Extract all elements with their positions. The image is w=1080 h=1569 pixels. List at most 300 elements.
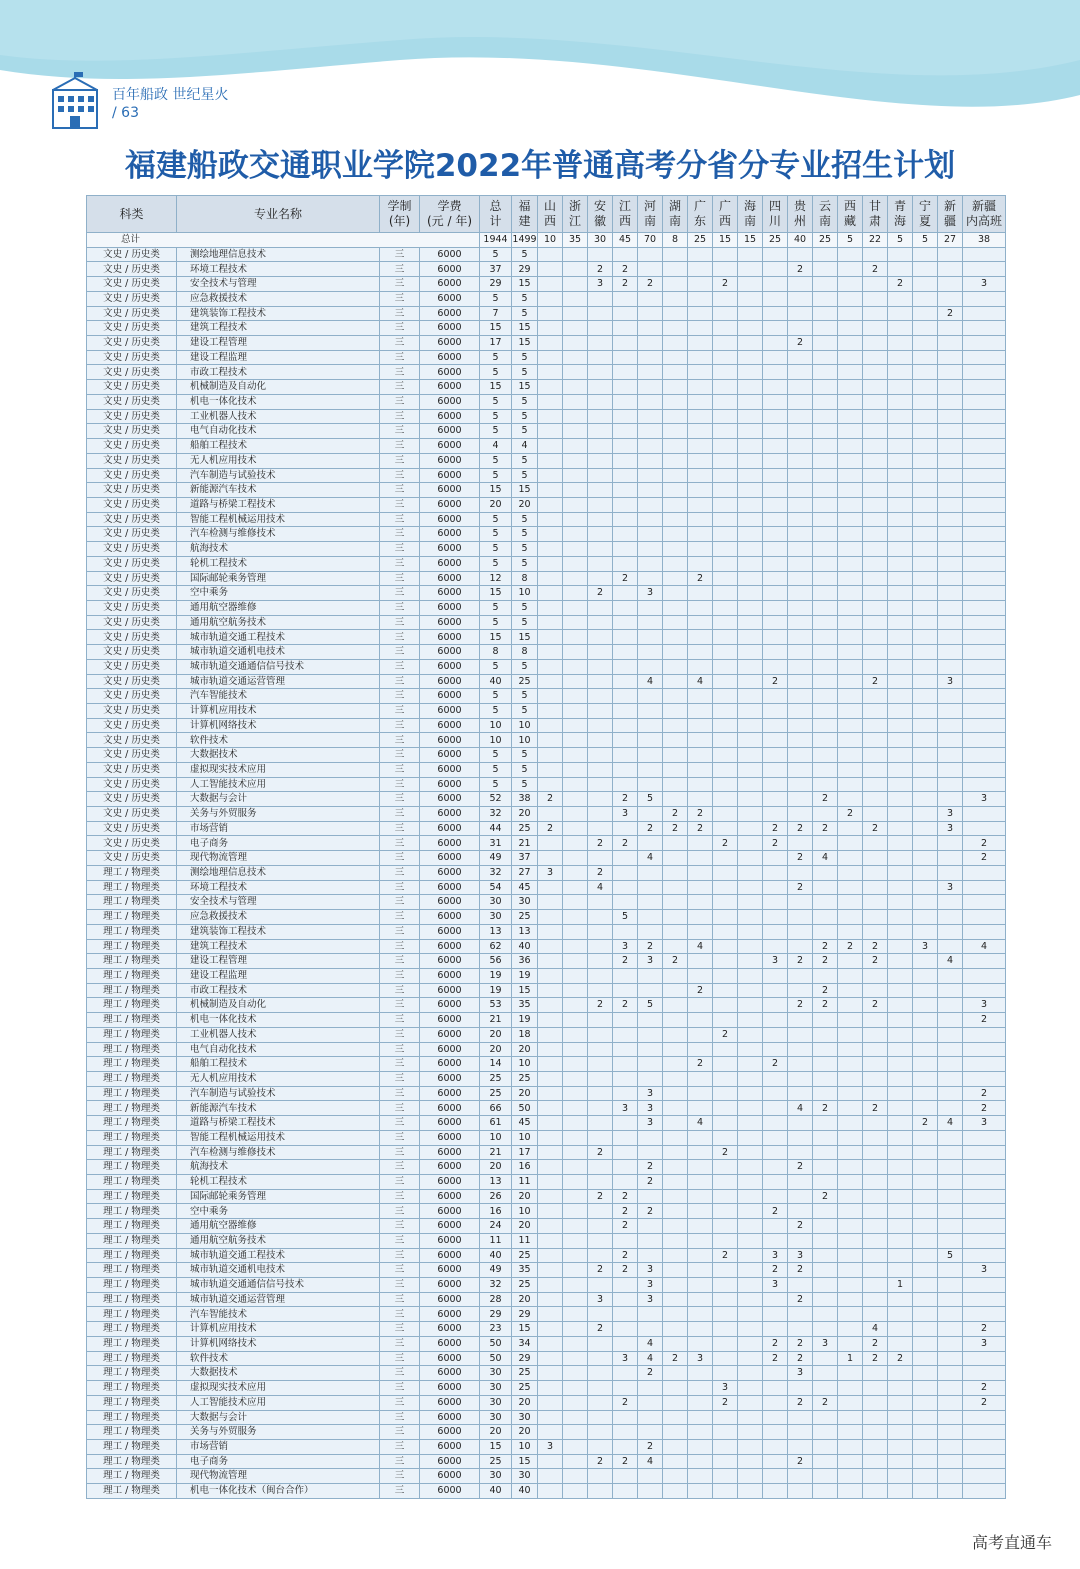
province-cell bbox=[738, 409, 763, 424]
province-cell bbox=[863, 659, 888, 674]
province-cell: 1 bbox=[888, 1278, 913, 1293]
province-cell bbox=[963, 1027, 1006, 1042]
duration-cell: 三 bbox=[380, 453, 420, 468]
province-cell bbox=[538, 512, 563, 527]
province-cell bbox=[638, 1071, 663, 1086]
province-cell bbox=[863, 910, 888, 925]
province-cell bbox=[788, 483, 813, 498]
province-cell bbox=[863, 512, 888, 527]
province-cell bbox=[888, 851, 913, 866]
province-cell bbox=[963, 954, 1006, 969]
province-cell bbox=[788, 527, 813, 542]
duration-cell: 三 bbox=[380, 968, 420, 983]
province-cell bbox=[913, 556, 938, 571]
province-cell bbox=[838, 542, 863, 557]
total-cell: 49 bbox=[480, 851, 512, 866]
province-cell bbox=[788, 1204, 813, 1219]
province-cell bbox=[838, 1013, 863, 1028]
province-cell bbox=[863, 600, 888, 615]
province-cell bbox=[938, 1130, 963, 1145]
duration-cell: 三 bbox=[380, 1233, 420, 1248]
header-province: 广 东 bbox=[688, 196, 713, 233]
province-cell bbox=[913, 453, 938, 468]
province-cell bbox=[763, 939, 788, 954]
province-cell bbox=[613, 851, 638, 866]
province-cell bbox=[688, 1454, 713, 1469]
province-cell bbox=[688, 1381, 713, 1396]
major-cell: 船舶工程技术 bbox=[177, 1057, 380, 1072]
province-cell bbox=[538, 497, 563, 512]
total-province-cell: 45 bbox=[613, 233, 638, 248]
table-row bbox=[87, 1071, 1006, 1086]
province-cell: 30 bbox=[512, 895, 538, 910]
province-cell bbox=[538, 1071, 563, 1086]
province-cell bbox=[763, 409, 788, 424]
province-cell bbox=[738, 1278, 763, 1293]
province-cell bbox=[938, 424, 963, 439]
province-cell bbox=[938, 836, 963, 851]
province-cell bbox=[538, 262, 563, 277]
province-cell bbox=[613, 439, 638, 454]
fee-cell: 6000 bbox=[420, 380, 480, 395]
table-row bbox=[87, 983, 1006, 998]
province-cell bbox=[838, 1042, 863, 1057]
province-cell bbox=[913, 1204, 938, 1219]
province-cell bbox=[638, 556, 663, 571]
province-cell: 2 bbox=[613, 836, 638, 851]
province-cell bbox=[888, 336, 913, 351]
fee-cell: 6000 bbox=[420, 1101, 480, 1116]
province-cell bbox=[888, 424, 913, 439]
province-cell bbox=[613, 1086, 638, 1101]
province-cell: 35 bbox=[512, 998, 538, 1013]
province-cell bbox=[838, 1116, 863, 1131]
province-cell bbox=[938, 1484, 963, 1499]
table-row bbox=[87, 1130, 1006, 1145]
table-row bbox=[87, 762, 1006, 777]
table-row bbox=[87, 1395, 1006, 1410]
province-cell bbox=[888, 689, 913, 704]
province-cell bbox=[763, 645, 788, 660]
province-cell bbox=[563, 350, 588, 365]
province-cell bbox=[713, 1057, 738, 1072]
province-cell bbox=[788, 659, 813, 674]
province-cell bbox=[663, 1395, 688, 1410]
province-cell bbox=[688, 704, 713, 719]
province-cell bbox=[588, 409, 613, 424]
province-cell bbox=[838, 424, 863, 439]
total-cell: 52 bbox=[480, 792, 512, 807]
total-label: 总计 bbox=[87, 233, 480, 248]
province-cell: 21 bbox=[512, 836, 538, 851]
province-cell: 3 bbox=[963, 1336, 1006, 1351]
total-cell: 15 bbox=[480, 483, 512, 498]
category-cell: 理工 / 物理类 bbox=[87, 1013, 177, 1028]
province-cell bbox=[713, 1013, 738, 1028]
province-cell bbox=[638, 365, 663, 380]
province-cell bbox=[613, 1057, 638, 1072]
province-cell bbox=[813, 718, 838, 733]
province-cell bbox=[563, 291, 588, 306]
province-cell: 25 bbox=[512, 1071, 538, 1086]
province-cell bbox=[888, 821, 913, 836]
province-cell bbox=[813, 865, 838, 880]
category-cell: 理工 / 物理类 bbox=[87, 1322, 177, 1337]
province-cell bbox=[688, 556, 713, 571]
province-cell bbox=[563, 277, 588, 292]
province-cell bbox=[738, 336, 763, 351]
province-cell bbox=[763, 306, 788, 321]
province-cell bbox=[863, 1071, 888, 1086]
major-cell: 智能工程机械运用技术 bbox=[177, 512, 380, 527]
province-cell bbox=[613, 1410, 638, 1425]
province-cell bbox=[713, 1351, 738, 1366]
province-cell: 2 bbox=[763, 836, 788, 851]
province-cell bbox=[563, 394, 588, 409]
category-cell: 文史 / 历史类 bbox=[87, 704, 177, 719]
province-cell bbox=[788, 453, 813, 468]
province-cell bbox=[563, 365, 588, 380]
province-cell bbox=[688, 247, 713, 262]
province-cell bbox=[638, 1425, 663, 1440]
header-province: 安 徽 bbox=[588, 196, 613, 233]
province-cell bbox=[638, 336, 663, 351]
province-cell bbox=[738, 1057, 763, 1072]
province-cell bbox=[663, 512, 688, 527]
province-cell: 2 bbox=[788, 1336, 813, 1351]
province-cell bbox=[613, 1278, 638, 1293]
province-cell bbox=[863, 409, 888, 424]
fee-cell: 6000 bbox=[420, 1425, 480, 1440]
province-cell bbox=[613, 1322, 638, 1337]
province-cell bbox=[888, 939, 913, 954]
province-cell bbox=[763, 704, 788, 719]
major-cell: 汽车智能技术 bbox=[177, 1307, 380, 1322]
province-cell bbox=[588, 365, 613, 380]
province-cell bbox=[638, 1410, 663, 1425]
province-cell bbox=[838, 1336, 863, 1351]
major-cell: 无人机应用技术 bbox=[177, 1071, 380, 1086]
province-cell bbox=[813, 483, 838, 498]
province-cell bbox=[838, 1278, 863, 1293]
table-row bbox=[87, 571, 1006, 586]
total-cell: 25 bbox=[480, 1086, 512, 1101]
province-cell bbox=[563, 895, 588, 910]
province-cell bbox=[913, 924, 938, 939]
province-cell bbox=[913, 1013, 938, 1028]
province-cell bbox=[913, 1484, 938, 1499]
province-cell bbox=[813, 630, 838, 645]
duration-cell: 三 bbox=[380, 895, 420, 910]
province-cell: 2 bbox=[763, 1057, 788, 1072]
fee-cell: 6000 bbox=[420, 645, 480, 660]
category-cell: 文史 / 历史类 bbox=[87, 439, 177, 454]
province-cell bbox=[838, 1130, 863, 1145]
province-cell bbox=[788, 1410, 813, 1425]
province-cell bbox=[538, 645, 563, 660]
table-row bbox=[87, 483, 1006, 498]
province-cell bbox=[713, 615, 738, 630]
province-cell bbox=[763, 586, 788, 601]
province-cell bbox=[863, 277, 888, 292]
province-cell bbox=[913, 1381, 938, 1396]
province-cell bbox=[738, 1071, 763, 1086]
province-cell bbox=[713, 1336, 738, 1351]
province-cell bbox=[938, 336, 963, 351]
total-cell: 30 bbox=[480, 895, 512, 910]
province-cell bbox=[788, 1278, 813, 1293]
province-cell: 40 bbox=[512, 939, 538, 954]
enrollment-plan-table bbox=[86, 195, 1006, 1499]
province-cell bbox=[913, 836, 938, 851]
province-cell bbox=[938, 1071, 963, 1086]
province-cell bbox=[863, 792, 888, 807]
province-cell bbox=[538, 1410, 563, 1425]
province-cell bbox=[738, 483, 763, 498]
province-cell bbox=[638, 718, 663, 733]
category-cell: 理工 / 物理类 bbox=[87, 880, 177, 895]
province-cell bbox=[638, 1013, 663, 1028]
fee-cell: 6000 bbox=[420, 733, 480, 748]
province-cell bbox=[888, 1219, 913, 1234]
fee-cell: 6000 bbox=[420, 586, 480, 601]
province-cell: 4 bbox=[813, 851, 838, 866]
province-cell bbox=[663, 939, 688, 954]
province-cell bbox=[813, 910, 838, 925]
province-cell bbox=[888, 895, 913, 910]
header-province: 福 建 bbox=[512, 196, 538, 233]
duration-cell: 三 bbox=[380, 998, 420, 1013]
province-cell bbox=[563, 321, 588, 336]
category-cell: 文史 / 历史类 bbox=[87, 350, 177, 365]
province-cell bbox=[913, 439, 938, 454]
province-cell bbox=[963, 968, 1006, 983]
province-cell: 2 bbox=[763, 1351, 788, 1366]
province-cell bbox=[613, 983, 638, 998]
province-cell bbox=[863, 497, 888, 512]
province-cell bbox=[713, 1410, 738, 1425]
category-cell: 理工 / 物理类 bbox=[87, 1439, 177, 1454]
province-cell bbox=[938, 1454, 963, 1469]
province-cell bbox=[938, 1278, 963, 1293]
province-cell bbox=[963, 409, 1006, 424]
province-cell bbox=[638, 1469, 663, 1484]
table-row bbox=[87, 262, 1006, 277]
province-cell bbox=[663, 1439, 688, 1454]
province-cell bbox=[663, 1086, 688, 1101]
province-cell bbox=[763, 1439, 788, 1454]
province-cell bbox=[663, 1071, 688, 1086]
province-cell bbox=[963, 880, 1006, 895]
province-cell bbox=[738, 689, 763, 704]
major-cell: 航海技术 bbox=[177, 542, 380, 557]
total-cell: 20 bbox=[480, 1027, 512, 1042]
province-cell bbox=[738, 1101, 763, 1116]
province-cell bbox=[638, 1484, 663, 1499]
province-cell bbox=[888, 1439, 913, 1454]
category-cell: 文史 / 历史类 bbox=[87, 821, 177, 836]
table-row bbox=[87, 277, 1006, 292]
province-cell bbox=[588, 792, 613, 807]
province-cell: 2 bbox=[863, 1351, 888, 1366]
province-cell bbox=[888, 1086, 913, 1101]
province-cell bbox=[663, 1027, 688, 1042]
total-cell: 5 bbox=[480, 777, 512, 792]
province-cell bbox=[838, 792, 863, 807]
province-cell bbox=[663, 527, 688, 542]
major-cell: 无人机应用技术 bbox=[177, 453, 380, 468]
province-cell bbox=[638, 380, 663, 395]
fee-cell: 6000 bbox=[420, 571, 480, 586]
major-cell: 计算机应用技术 bbox=[177, 704, 380, 719]
fee-cell: 6000 bbox=[420, 483, 480, 498]
category-cell: 理工 / 物理类 bbox=[87, 1263, 177, 1278]
header-province: 青 海 bbox=[888, 196, 913, 233]
province-cell bbox=[888, 1336, 913, 1351]
province-cell bbox=[738, 777, 763, 792]
province-cell bbox=[563, 1013, 588, 1028]
major-cell: 汽车检测与维修技术 bbox=[177, 527, 380, 542]
category-cell: 文史 / 历史类 bbox=[87, 615, 177, 630]
province-cell bbox=[663, 409, 688, 424]
province-cell bbox=[788, 1130, 813, 1145]
table-row bbox=[87, 1322, 1006, 1337]
province-cell: 3 bbox=[963, 277, 1006, 292]
province-cell bbox=[963, 645, 1006, 660]
province-cell: 4 bbox=[938, 1116, 963, 1131]
province-cell bbox=[888, 1130, 913, 1145]
total-cell: 61 bbox=[480, 1116, 512, 1131]
province-cell bbox=[738, 762, 763, 777]
province-cell bbox=[738, 350, 763, 365]
province-cell bbox=[638, 865, 663, 880]
province-cell bbox=[913, 998, 938, 1013]
duration-cell: 三 bbox=[380, 277, 420, 292]
province-cell bbox=[588, 483, 613, 498]
province-cell: 2 bbox=[638, 1204, 663, 1219]
province-cell bbox=[688, 394, 713, 409]
category-cell: 文史 / 历史类 bbox=[87, 571, 177, 586]
province-cell bbox=[638, 527, 663, 542]
province-cell bbox=[538, 1307, 563, 1322]
province-cell bbox=[688, 600, 713, 615]
province-cell bbox=[963, 1307, 1006, 1322]
province-cell bbox=[888, 497, 913, 512]
province-cell: 2 bbox=[863, 821, 888, 836]
province-cell bbox=[813, 291, 838, 306]
province-cell bbox=[813, 1278, 838, 1293]
province-cell bbox=[588, 336, 613, 351]
province-cell bbox=[863, 1042, 888, 1057]
province-cell bbox=[638, 1057, 663, 1072]
province-cell: 2 bbox=[788, 821, 813, 836]
province-cell bbox=[613, 468, 638, 483]
province-cell: 2 bbox=[963, 851, 1006, 866]
province-cell bbox=[613, 600, 638, 615]
province-cell bbox=[613, 556, 638, 571]
province-cell: 11 bbox=[512, 1233, 538, 1248]
province-cell bbox=[838, 615, 863, 630]
province-cell bbox=[688, 277, 713, 292]
province-cell: 2 bbox=[613, 1204, 638, 1219]
total-row bbox=[87, 233, 1006, 248]
province-cell bbox=[538, 277, 563, 292]
province-cell bbox=[738, 1336, 763, 1351]
category-cell: 理工 / 物理类 bbox=[87, 983, 177, 998]
province-cell bbox=[688, 1219, 713, 1234]
province-cell bbox=[938, 512, 963, 527]
province-cell bbox=[788, 762, 813, 777]
province-cell: 20 bbox=[512, 497, 538, 512]
category-cell: 文史 / 历史类 bbox=[87, 792, 177, 807]
province-cell: 2 bbox=[788, 880, 813, 895]
province-cell: 2 bbox=[863, 939, 888, 954]
category-cell: 文史 / 历史类 bbox=[87, 556, 177, 571]
province-cell bbox=[563, 1027, 588, 1042]
province-cell bbox=[538, 1322, 563, 1337]
duration-cell: 三 bbox=[380, 1086, 420, 1101]
province-cell bbox=[588, 1366, 613, 1381]
table-row bbox=[87, 556, 1006, 571]
total-cell: 40 bbox=[480, 674, 512, 689]
major-cell: 城市轨道交通机电技术 bbox=[177, 1263, 380, 1278]
province-cell bbox=[763, 1027, 788, 1042]
province-cell bbox=[913, 306, 938, 321]
province-cell bbox=[688, 762, 713, 777]
total-cell: 21 bbox=[480, 1013, 512, 1028]
province-cell bbox=[863, 968, 888, 983]
province-cell bbox=[713, 291, 738, 306]
category-cell: 理工 / 物理类 bbox=[87, 924, 177, 939]
province-cell bbox=[738, 586, 763, 601]
province-cell bbox=[538, 350, 563, 365]
province-cell bbox=[888, 453, 913, 468]
province-cell bbox=[763, 1160, 788, 1175]
province-cell bbox=[963, 983, 1006, 998]
category-cell: 理工 / 物理类 bbox=[87, 1233, 177, 1248]
province-cell bbox=[863, 1366, 888, 1381]
province-cell bbox=[938, 350, 963, 365]
table-row bbox=[87, 792, 1006, 807]
category-cell: 文史 / 历史类 bbox=[87, 645, 177, 660]
province-cell bbox=[713, 1292, 738, 1307]
province-cell bbox=[713, 674, 738, 689]
province-cell bbox=[663, 1219, 688, 1234]
province-cell bbox=[913, 880, 938, 895]
province-cell bbox=[638, 542, 663, 557]
province-cell bbox=[663, 1175, 688, 1190]
total-cell: 12 bbox=[480, 571, 512, 586]
province-cell bbox=[938, 600, 963, 615]
category-cell: 文史 / 历史类 bbox=[87, 807, 177, 822]
province-cell bbox=[913, 1189, 938, 1204]
province-cell bbox=[688, 321, 713, 336]
total-cell: 17 bbox=[480, 336, 512, 351]
province-cell bbox=[938, 630, 963, 645]
province-cell bbox=[638, 630, 663, 645]
duration-cell: 三 bbox=[380, 1263, 420, 1278]
province-cell bbox=[538, 380, 563, 395]
province-cell bbox=[838, 394, 863, 409]
category-cell: 理工 / 物理类 bbox=[87, 1160, 177, 1175]
province-cell bbox=[713, 865, 738, 880]
province-cell bbox=[663, 1307, 688, 1322]
duration-cell: 三 bbox=[380, 1454, 420, 1469]
duration-cell: 三 bbox=[380, 1175, 420, 1190]
fee-cell: 6000 bbox=[420, 1086, 480, 1101]
province-cell bbox=[613, 1292, 638, 1307]
province-cell: 10 bbox=[512, 1439, 538, 1454]
